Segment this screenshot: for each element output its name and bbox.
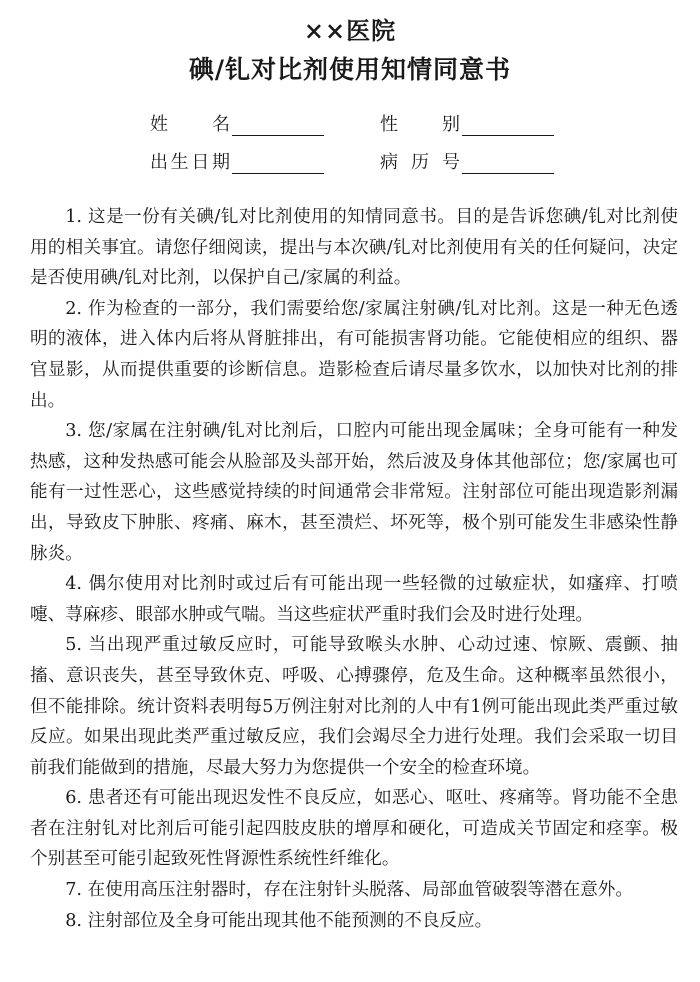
info-row-2: [150, 142, 610, 174]
gender-label: 性 别: [380, 114, 460, 135]
patient-info-block: [150, 104, 610, 180]
name-label: 姓 名: [150, 114, 230, 135]
paragraph-7: 7. 在使用高压注射器时，存在注射针头脱落、局部血管破裂等潜在意外。: [65, 880, 633, 901]
dob-blank-line[interactable]: [232, 153, 324, 174]
hospital-name: ××医院: [303, 16, 397, 45]
paragraph-8: 8. 注射部位及全身可能出现其他不能预测的不良反应。: [65, 910, 493, 931]
record-number-field: [380, 148, 610, 174]
paragraph-4: 4. 偶尔使用对比剂时或过后有可能出现一些轻微的过敏症状，如瘙痒、打喷嚏、荨麻疹、眼部水肿或气喘。当这些症状严重时我们会及时进行处理。: [30, 574, 678, 625]
gender-field: [380, 110, 610, 136]
consent-body: [30, 202, 678, 936]
record-number-label: 病历号: [380, 152, 460, 173]
paragraph-3: 3. 您/家属在注射碘/钆对比剂后，口腔内可能出现金属味；全身可能有一种发热感，这种发热感可能会从脸部及头部开始，然后波及身体其他部位；您/家属也可能有一过性恶心，这些感觉持续的时间通常会非常短。注射部位可能出现造影剂漏出，导致皮下肿胀、疼痛、麻木，甚至溃烂、坏死等，极个别可能发生非感染性静脉炎。: [30, 421, 678, 564]
paragraph-5: 5. 当出现严重过敏反应时，可能导致喉头水肿、心动过速、惊厥、震颤、抽搐、意识丧失，甚至导致休克、呼吸、心搏骤停，危及生命。这种概率虽然很小，但不能排除。统计资料表明每5万例注射对比剂的人中有1例可能出现此类严重过敏反应。如果出现此类严重过敏反应，我们会竭尽全力进行处理。我们会采取一切目前我们能做到的措施，尽最大努力为您提供一个安全的检查环境。: [30, 635, 678, 778]
dob-label: 出生日期: [150, 152, 230, 173]
paragraph-6: 6. 患者还有可能出现迟发性不良反应，如恶心、呕吐、疼痛等。肾功能不全患者在注射钆对比剂后可能引起四肢皮肤的增厚和硬化，可造成关节固定和痉挛。极个别甚至可能引起致死性肾源性系统性纤维化。: [30, 788, 678, 870]
record-number-blank-line[interactable]: [462, 153, 554, 174]
dob-field: [150, 148, 380, 174]
paragraph-1: 1. 这是一份有关碘/钆对比剂使用的知情同意书。目的是告诉您碘/钆对比剂使用的相关事宜。请您仔细阅读，提出与本次碘/钆对比剂使用有关的任何疑问，决定是否使用碘/钆对比剂，以保护自己/家属的利益。: [30, 207, 678, 289]
paragraph-2: 2. 作为检查的一部分，我们需要给您/家属注射碘/钆对比剂。这是一种无色透明的液体，进入体内后将从肾脏排出，有可能损害肾功能。它能使相应的组织、器官显影，从而提供重要的诊断信息。造影检查后请尽量多饮水，以加快对比剂的排出。: [30, 298, 678, 411]
document-title: 碘/钆对比剂使用知情同意书: [188, 55, 512, 84]
name-blank-line[interactable]: [232, 115, 324, 136]
gender-blank-line[interactable]: [462, 115, 554, 136]
info-row-1: [150, 104, 610, 136]
name-field: [150, 110, 380, 136]
